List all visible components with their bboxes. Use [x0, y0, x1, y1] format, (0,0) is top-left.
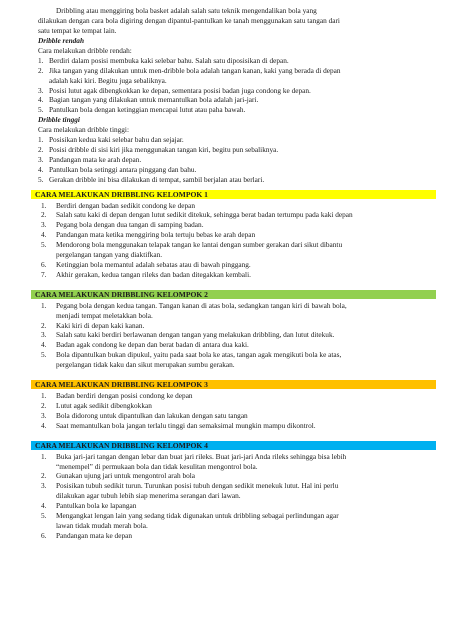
list-item: Posisi dribble di sisi kiri jika menggunakan tangan kiri, begitu pun sebaliknya. — [49, 144, 279, 154]
list-number: 4. — [38, 95, 44, 105]
list-item: Pandangan mata ke arah depan. — [49, 154, 142, 164]
list-item: pergelangan tangan yang diaktifkan. — [56, 250, 163, 259]
list-number: 2. — [38, 144, 44, 154]
list-item: Posisikan tubuh sedikit turun. Turunkan posisi tubuh dengan sedikit menekuk lutut. Hal ini perlu — [56, 481, 339, 491]
list-number: 4. — [41, 420, 47, 430]
list-item: Buka jari-jari tangan dengan lebar dan buat jari rileks. Buat jari-jari Anda rileks sehingga bisa lebih — [56, 451, 347, 461]
list-number: 4. — [41, 230, 47, 240]
group-title: CARA MELAKUKAN DRIBBLING KELOMPOK 1 — [35, 189, 208, 199]
list-number: 3. — [38, 85, 44, 95]
list-item: Pantulkan bola ke lapangan — [56, 501, 137, 511]
list-item: lawan tidak mudah merah bola. — [56, 520, 148, 530]
list-item: Badan agak condong ke depan dan berat badan di antara dua kaki. — [56, 340, 249, 350]
list-number: 4. — [41, 340, 47, 350]
list-number: 5. — [41, 511, 47, 520]
list-number: 5. — [41, 350, 47, 360]
list-item: Gunakan ujung jari untuk mengontrol arah bola — [56, 471, 196, 481]
group-title: CARA MELAKUKAN DRIBBLING KELOMPOK 3 — [35, 380, 208, 389]
list-number: 2. — [41, 320, 47, 330]
list-item: menjadi tempat meletakkan bola. — [56, 310, 153, 320]
list-number: 3. — [41, 410, 47, 420]
list-item: Ketinggian bola memantul adalah sebatas atau di bawah pinggang. — [56, 259, 251, 269]
list-item: Berdiri dengan badan sedikit condong ke depan — [56, 200, 196, 210]
list-number: 1. — [38, 135, 44, 144]
list-item: Pantulkan bola dengan ketinggian mencapai lutut atau paha bawah. — [49, 105, 246, 115]
list-item: Pegang bola dengan kedua tangan. Tangan kanan di atas bola, sedangkan tangan kiri di bawah bola, — [56, 300, 347, 310]
list-item: Gerakan dribble ini bisa dilakukan di tempat, sambil berjalan atau berlari. — [49, 174, 265, 184]
list-item: Jika tangan yang dilakukan untuk men-dribble bola adalah tangan kanan, kaki yang berada di depan — [49, 65, 341, 75]
list-item: adalah kaki kiri. Begitu juga sebaliknya. — [49, 75, 167, 85]
list-item: Kaki kiri di depan kaki kanan. — [56, 320, 145, 330]
list-item: Posisikan kedua kaki selebar bahu dan sejajar. — [49, 135, 184, 144]
list-number: 3. — [41, 481, 47, 491]
list-number: 2. — [41, 471, 47, 481]
list-item: Saat memantulkan bola jangan terlalu tinggi dan semaksimal mungkin mampu dikontrol. — [56, 420, 316, 430]
list-item: Mendorong bola menggunakan telapak tangan ke lantai dengan sumber gerakan dari sikut dibantu — [56, 240, 343, 250]
section-lead: Cara melakukan dribble tinggi: — [38, 125, 129, 135]
list-number: 1. — [41, 451, 47, 461]
list-number: 7. — [41, 269, 47, 279]
list-item: Berdiri dalam posisi membuka kaki selebar bahu. Salah satu diposisikan di depan. — [49, 55, 289, 65]
intro-line: dilakukan dengan cara bola digiring dengan dipantul-pantulkan ke tanah menggunakan satu tangan dari — [38, 16, 340, 25]
list-item: Akhir gerakan, kedua tangan rileks dan badan ditegakkan kembali. — [56, 269, 251, 279]
group-title: CARA MELAKUKAN DRIBBLING KELOMPOK 4 — [35, 440, 208, 450]
list-number: 3. — [41, 220, 47, 230]
list-item: pergelangan tidak kaku dan sikut merupakan sumbu gerakan. — [56, 360, 235, 370]
list-item: Bola dipantulkan bukan dipukul, yaitu pada saat bola ke atas, tangan agak mengikuti bola ke atas, — [56, 350, 342, 360]
list-item: Mengangkat lengan lain yang sedang tidak digunakan untuk dribbling sebagai perlindungan agar — [56, 511, 339, 520]
list-number: 1. — [41, 200, 47, 210]
section-lead: Cara melakukan dribble rendah: — [38, 45, 132, 55]
list-number: 1. — [41, 391, 47, 400]
section-heading: Dribble tinggi — [38, 115, 80, 125]
list-number: 1. — [41, 300, 47, 310]
list-number: 5. — [41, 240, 47, 250]
list-number: 5. — [38, 174, 44, 184]
list-item: Pantulkan bola setinggi antara pinggang dan bahu. — [49, 164, 197, 174]
list-number: 3. — [41, 330, 47, 340]
list-item: Pegang bola dengan dua tangan di samping badan. — [56, 220, 204, 230]
intro-line: satu tempat ke tempat lain. — [38, 26, 117, 35]
list-item: Posisi lutut agak dibengkokkan ke depan, sementara posisi badan juga condong ke depan. — [49, 85, 311, 95]
list-item: “menempel” di permukaan bola dan tidak kesulitan mengontrol bola. — [56, 461, 258, 471]
list-item: Lutut agak sedikit dibengkokkan — [56, 400, 152, 410]
list-item: Pandangan mata ketika menggiring bola tertuju bebas ke arah depan — [56, 230, 256, 240]
list-item: dilakukan agar tubuh lebih siap menerima serangan dari lawan. — [56, 491, 241, 501]
list-item: Salah satu kaki di depan dengan lutut sedikit ditekuk, sehingga berat badan tertumpu pada kaki depan — [56, 210, 353, 220]
list-number: 2. — [38, 65, 44, 75]
list-number: 5. — [38, 105, 44, 115]
list-number: 4. — [41, 501, 47, 511]
intro-line: Dribbling atau menggiring bola basket adalah salah satu teknik mengendalikan bola yang — [56, 6, 317, 15]
list-number: 1. — [38, 55, 44, 65]
list-number: 6. — [41, 259, 47, 269]
list-item: Pandangan mata ke depan — [56, 530, 132, 540]
list-number: 4. — [38, 164, 44, 174]
list-item: Bagian tangan yang dilakukan untuk memantulkan bola adalah jari-jari. — [49, 95, 259, 105]
list-number: 6. — [41, 530, 47, 540]
list-item: Badan berdiri dengan posisi condong ke depan — [56, 391, 193, 400]
list-number: 3. — [38, 154, 44, 164]
list-number: 2. — [41, 400, 47, 410]
list-item: Salah satu kaki berdiri berlawanan dengan tangan yang melakukan dribbling, dan lutut ditekuk. — [56, 330, 335, 340]
section-heading: Dribble rendah — [38, 36, 85, 45]
group-title: CARA MELAKUKAN DRIBBLING KELOMPOK 2 — [35, 289, 208, 299]
list-number: 2. — [41, 210, 47, 220]
list-item: Bola didorong untuk dipantulkan dan lakukan dengan satu tangan — [56, 410, 248, 420]
